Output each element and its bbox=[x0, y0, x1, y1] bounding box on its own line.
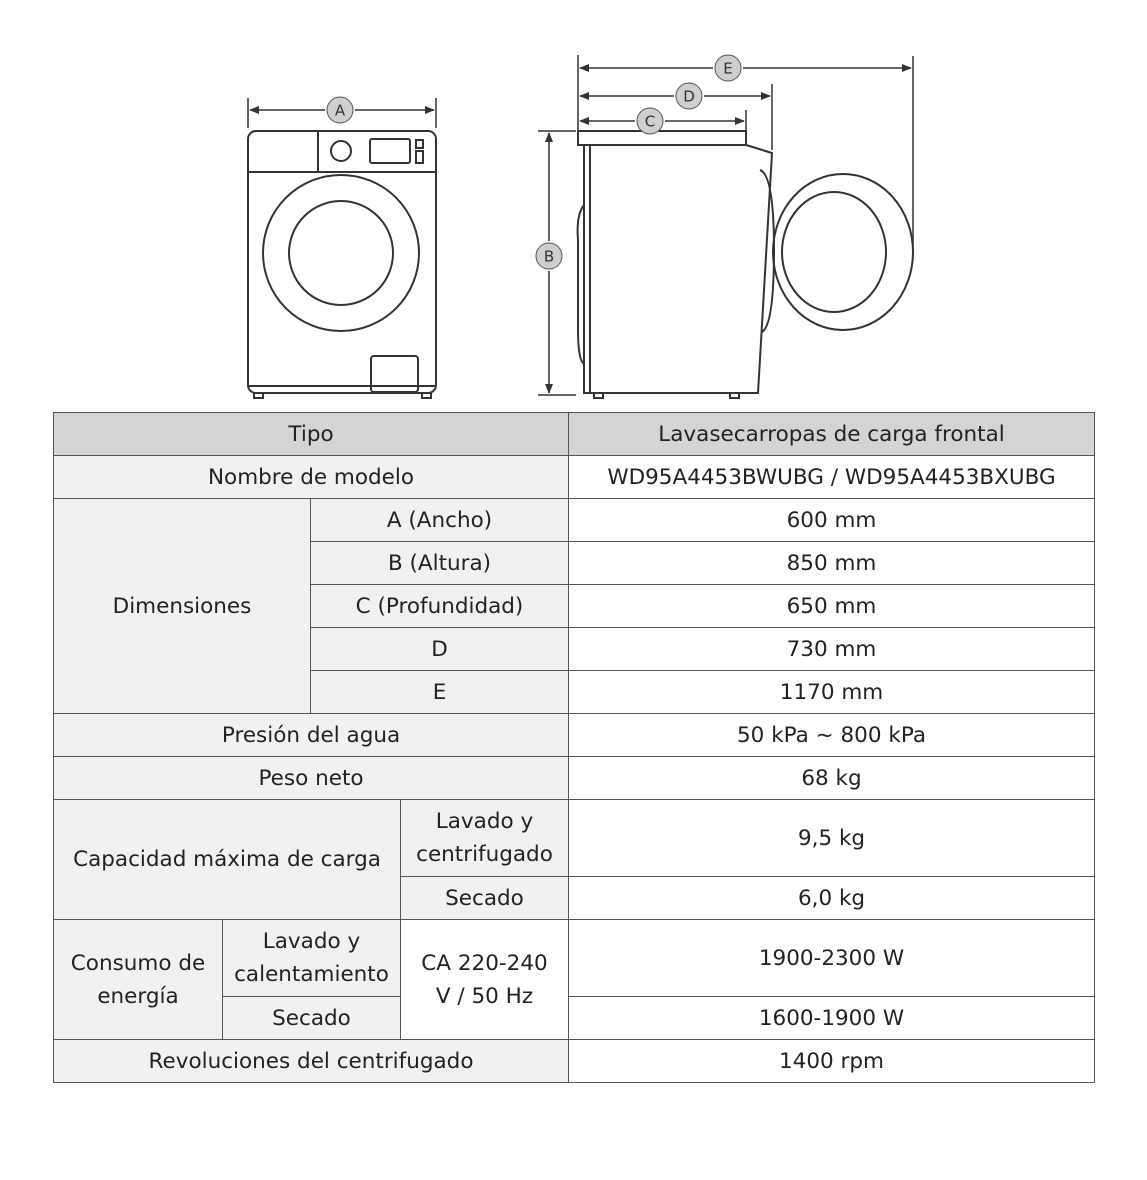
consumo-lavado-value: 1900-2300 W bbox=[569, 920, 1095, 997]
dim-e-value: 1170 mm bbox=[569, 671, 1095, 714]
presion-label: Presión del agua bbox=[54, 714, 569, 757]
label-c-badge bbox=[637, 108, 663, 134]
table-row-presion bbox=[54, 714, 1095, 757]
peso-label: Peso neto bbox=[54, 757, 569, 800]
table-row-capacidad-lavado bbox=[54, 800, 1095, 877]
consumo-label bbox=[54, 920, 223, 1040]
consumo-voltaje-line1: CA 220-240 bbox=[421, 950, 548, 976]
label-d: D bbox=[683, 87, 695, 106]
capacidad-lavado-label bbox=[401, 800, 569, 877]
consumo-label-line2: energía bbox=[97, 983, 179, 1009]
consumo-secado-label: Secado bbox=[223, 997, 401, 1040]
dimensiones-label: Dimensiones bbox=[54, 499, 311, 714]
label-b: B bbox=[543, 247, 555, 266]
consumo-label-line1: Consumo de bbox=[70, 950, 206, 976]
label-a-badge bbox=[327, 97, 353, 123]
rev-label: Revoluciones del centrifugado bbox=[54, 1040, 569, 1083]
dim-c-value: 650 mm bbox=[569, 585, 1095, 628]
table-row-consumo-lavado bbox=[54, 920, 1095, 997]
dim-e-label: E bbox=[311, 671, 569, 714]
dim-a-label: A (Ancho) bbox=[311, 499, 569, 542]
rev-value: 1400 rpm bbox=[569, 1040, 1095, 1083]
consumo-voltaje bbox=[401, 920, 569, 1040]
dim-a-value: 600 mm bbox=[569, 499, 1095, 542]
capacidad-lavado-label-line1: Lavado y bbox=[435, 809, 534, 834]
table-row-revoluciones bbox=[54, 1040, 1095, 1083]
consumo-secado-value: 1600-1900 W bbox=[569, 997, 1095, 1040]
peso-value: 68 kg bbox=[569, 757, 1095, 800]
dim-d-value: 730 mm bbox=[569, 628, 1095, 671]
modelo-value: WD95A4453BWUBG / WD95A4453BXUBG bbox=[569, 456, 1095, 499]
label-a: A bbox=[334, 101, 346, 120]
front-view-washer bbox=[248, 131, 436, 398]
side-view-washer bbox=[578, 131, 913, 398]
table-row-dim-a bbox=[54, 499, 1095, 542]
tipo-value: Lavasecarropas de carga frontal bbox=[569, 413, 1095, 456]
label-b-badge bbox=[536, 243, 562, 269]
spec-table bbox=[53, 412, 1095, 1083]
consumo-lavado-label bbox=[223, 920, 401, 997]
presion-value: 50 kPa ~ 800 kPa bbox=[569, 714, 1095, 757]
label-c: C bbox=[644, 112, 656, 131]
table-row-peso bbox=[54, 757, 1095, 800]
tipo-label: Tipo bbox=[54, 413, 569, 456]
capacidad-label: Capacidad máxima de carga bbox=[54, 800, 401, 920]
capacidad-secado-value: 6,0 kg bbox=[569, 877, 1095, 920]
label-e-badge bbox=[715, 55, 741, 81]
table-row-modelo bbox=[54, 456, 1095, 499]
capacidad-secado-label: Secado bbox=[401, 877, 569, 920]
modelo-label: Nombre de modelo bbox=[54, 456, 569, 499]
dim-c-label: C (Profundidad) bbox=[311, 585, 569, 628]
label-d-badge bbox=[676, 83, 702, 109]
table-row-tipo bbox=[54, 413, 1095, 456]
capacidad-lavado-value: 9,5 kg bbox=[569, 800, 1095, 877]
consumo-voltaje-line2: V / 50 Hz bbox=[435, 983, 534, 1009]
label-e: E bbox=[723, 59, 733, 78]
dim-b-label: B (Altura) bbox=[311, 542, 569, 585]
dim-b-value: 850 mm bbox=[569, 542, 1095, 585]
dim-d-label: D bbox=[311, 628, 569, 671]
dimension-diagram bbox=[0, 0, 1147, 410]
consumo-lavado-label-line2: calentamiento bbox=[234, 962, 389, 987]
consumo-lavado-label-line1: Lavado y bbox=[262, 929, 361, 954]
capacidad-lavado-label-line2: centrifugado bbox=[416, 842, 553, 867]
